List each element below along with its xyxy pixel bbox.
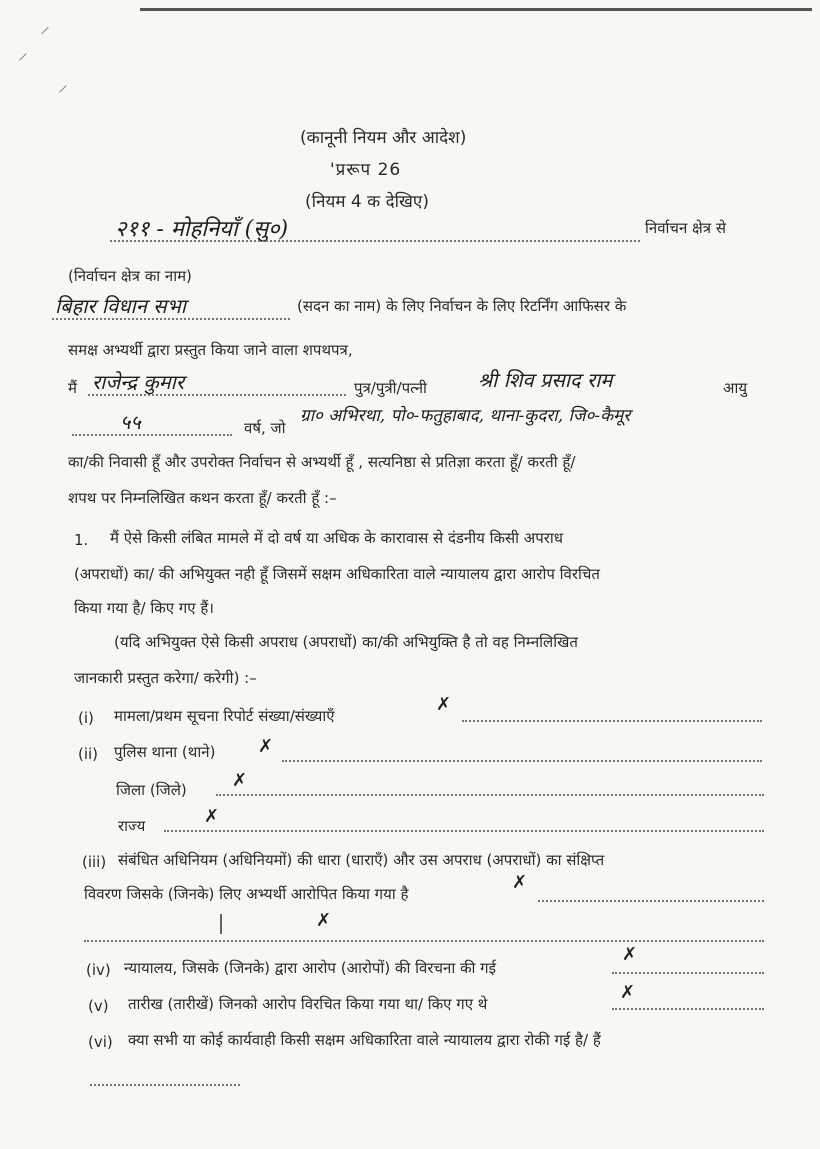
house-text: (सदन का नाम) के लिए निर्वाचन के लिए रिटर्निंग आफिसर के: [297, 297, 627, 315]
cross-mark: ✗: [258, 736, 274, 757]
para1-line3: किया गया है/ किए गए हैं।: [74, 599, 214, 617]
state-label: राज्य: [118, 817, 146, 835]
item-vi-number: (vi): [88, 1033, 113, 1051]
age-handwritten: ५५: [120, 410, 141, 434]
cross-mark: ✗: [204, 806, 220, 827]
cross-mark: ✗: [232, 770, 248, 791]
relation-label: पुत्र/पुत्री/पत्नी: [354, 379, 427, 397]
item-i-dotted-line: [462, 720, 762, 722]
address-handwritten: ग्रा० अभिरथा, पो०-फतुहाबाद, थाना-कुदरा, जि०-कैमूर: [300, 406, 631, 426]
para1-number: 1.: [74, 531, 89, 549]
item-ii-dotted-line: [282, 760, 762, 762]
scan-speck: ⸍: [40, 22, 50, 46]
constituency-label: (निर्वाचन क्षेत्र का नाम): [68, 267, 192, 285]
cross-mark: ✗: [436, 694, 452, 715]
header-line-1: (कानूनी नियम और आदेश): [300, 128, 467, 148]
scan-speck: ⸝: [58, 72, 68, 96]
item-iii-dotted-line: [538, 900, 764, 902]
scan-speck: ⸝: [18, 40, 28, 64]
para1-line2: (अपराधों) का/ की अभियुक्त नही हूँ जिसमें सक्षम अधिकारिता वाले न्यायालय द्वारा आरोप विरचित: [74, 565, 600, 583]
item-i-text: मामला/प्रथम सूचना रिपोर्ट संख्या/संख्याएँ: [114, 707, 335, 725]
father-name-handwritten: श्री शिव प्रसाद राम: [478, 368, 613, 392]
item-v-dotted-line: [612, 1008, 764, 1010]
constituency-handwritten: २११ - मोहनियाँ (सु०): [115, 217, 289, 242]
para1-line1: मैं ऐसे किसी लंबित मामले में दो वर्ष या अधिक के कारावास से दंडनीय किसी अपराध: [110, 529, 564, 547]
form-number: 'प्ररूप 26: [330, 160, 402, 180]
item-iv-number: (iv): [86, 961, 111, 979]
district-label: जिला (जिले): [116, 781, 187, 799]
district-dotted-line: [216, 794, 764, 796]
house-handwritten: बिहार विधान सभा: [55, 294, 186, 318]
item-v-text: तारीख (तारीखें) जिनको आरोप विरचित किया गया था/ किए गए थे: [128, 995, 488, 1013]
oath-line: शपथ पर निम्नलिखित कथन करता हूँ/ करती हूँ :–: [68, 489, 337, 507]
affidavit-line: समक्ष अभ्यर्थी द्वारा प्रस्तुत किया जाने वाला शपथपत्र,: [68, 341, 353, 359]
constituency-suffix: निर्वाचन क्षेत्र से: [645, 219, 726, 237]
state-dotted-line: [164, 830, 764, 832]
item-iii-text-1: संबंधित अधिनियम (अधिनियमों) की धारा (धाराएँ) और उस अपराध (अपराधों) का संक्षिप्त: [118, 851, 605, 869]
item-iii-number: (iii): [82, 853, 107, 871]
candidate-name-handwritten: राजेन्द्र कुमार: [92, 370, 185, 394]
item-iv-text: न्यायालय, जिसके (जिनके) द्वारा आरोप (आरोपों) की विरचना की गई: [124, 959, 496, 977]
header-line-3: (नियम 4 क देखिए): [305, 192, 429, 212]
item-iv-dotted-line: [612, 972, 764, 974]
cross-mark: ✗: [316, 910, 332, 931]
cross-mark: ✗: [620, 982, 636, 1003]
years-label: वर्ष, जो: [244, 419, 286, 437]
age-label: आयु: [723, 379, 748, 397]
item-vi-dotted-line: [90, 1084, 240, 1086]
item-vi-text: क्या सभी या कोई कार्यवाही किसी सक्षम अधिकारिता वाले न्यायालय द्वारा रोकी गई है/ हैं: [128, 1031, 601, 1049]
age-dotted-line: [72, 434, 232, 436]
item-iii-dotted-line-2: [84, 940, 764, 942]
item-iii-text-2: विवरण जिसके (जिनके) लिए अभ्यर्थी आरोपित किया गया है: [84, 885, 409, 903]
item-i-number: (i): [78, 709, 94, 727]
main-prefix: मैं: [68, 379, 77, 397]
resident-line: का/की निवासी हूँ और उपरोक्त निर्वाचन से अभ्यर्थी हूँ , सत्यनिष्ठा से प्रतिज्ञा करता हूँ/ करती हूँ/: [68, 453, 576, 471]
house-dotted-line: [52, 318, 290, 320]
constituency-dotted-line: [110, 240, 640, 242]
item-ii-text: पुलिस थाना (थाने): [114, 743, 216, 761]
cross-mark: ✗: [512, 872, 528, 893]
para2-line2: जानकारी प्रस्तुत करेगा/ करेगी) :–: [74, 669, 257, 687]
para2-line1: (यदि अभियुक्त ऐसे किसी अपराध (अपराधों) का/की अभियुक्ति है तो वह निम्नलिखित: [114, 633, 578, 651]
name-dotted-line: [88, 394, 346, 396]
pen-stroke: [220, 914, 222, 934]
top-border-line: [140, 8, 812, 11]
item-ii-number: (ii): [78, 745, 99, 763]
cross-mark: ✗: [622, 944, 638, 965]
item-v-number: (v): [88, 997, 109, 1015]
